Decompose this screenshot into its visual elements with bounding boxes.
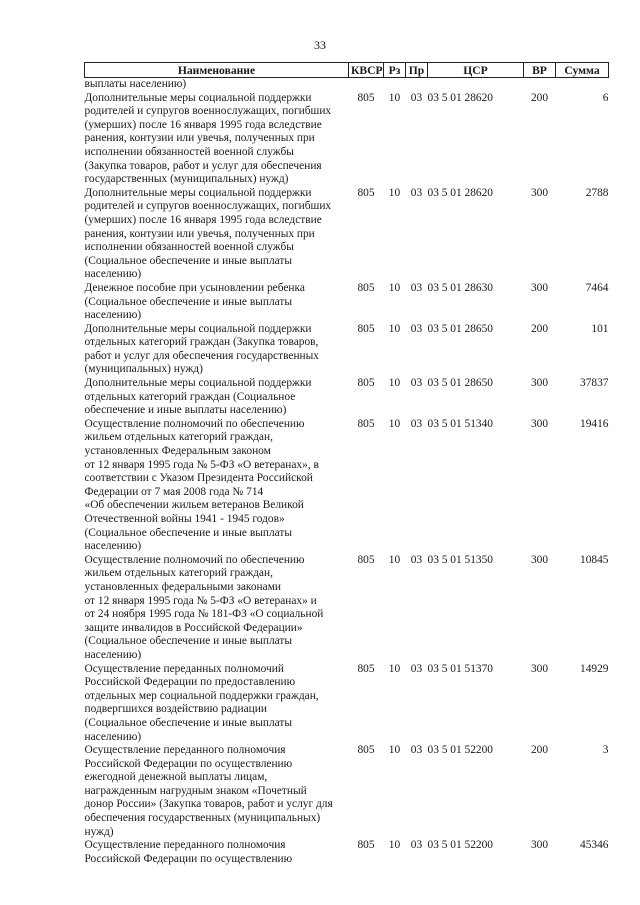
row-name-line: «Об обеспечении жильем ветеранов Великой xyxy=(84,499,304,512)
header-pr: Пр xyxy=(406,63,428,78)
row-name-cell xyxy=(85,282,349,323)
row-kvsr-cell xyxy=(349,78,384,92)
row-name-line: Денежное пособие при усыновлении ребенка xyxy=(84,281,305,294)
row-name-line: (Закупка товаров, работ и услуг для обеспечения xyxy=(84,159,322,172)
row-name-line: Федерации от 7 мая 2008 года № 714 xyxy=(84,485,264,498)
row-rz-cell xyxy=(384,78,406,92)
row-name-line: награжденным нагрудным знаком «Почетный xyxy=(84,784,307,797)
row-name-line: жильем отдельных категорий граждан, xyxy=(84,431,273,444)
row-name-line: Дополнительные меры социальной поддержки xyxy=(84,91,312,104)
row-pr-cell: 03 xyxy=(410,553,423,566)
row-vr-cell: 200 xyxy=(530,322,549,335)
row-name-line: Осуществление переданного полномочия xyxy=(84,744,286,757)
row-rz-cell: 10 xyxy=(388,417,401,430)
row-rz-cell: 10 xyxy=(388,322,401,335)
row-name-line: (Социальное обеспечение и иные выплаты xyxy=(84,635,293,648)
row-vr-cell: 300 xyxy=(530,377,549,390)
row-name-line: Дополнительные меры социальной поддержки xyxy=(84,322,312,335)
row-kvsr-cell: 805 xyxy=(357,377,375,390)
row-rz-cell: 10 xyxy=(388,662,401,675)
table-row xyxy=(85,554,609,663)
row-pr-cell: 03 xyxy=(410,281,423,294)
row-rz-cell: 10 xyxy=(388,744,401,757)
row-kvsr-cell: 805 xyxy=(357,186,375,199)
row-rz-cell: 10 xyxy=(388,839,401,852)
table-row xyxy=(85,92,609,187)
table-row xyxy=(85,663,609,745)
row-kvsr-cell: 805 xyxy=(357,322,375,335)
row-name-cell xyxy=(85,663,349,745)
row-csr-cell: 03 5 01 28650 xyxy=(427,322,493,335)
row-name-line: Осуществление переданного полномочия xyxy=(84,839,286,852)
row-pr-cell xyxy=(406,78,428,92)
row-name-cell xyxy=(85,554,349,663)
row-name-line: (Социальное обеспечение и иные выплаты xyxy=(84,295,293,308)
row-name-line: отдельных категорий граждан (Социальное xyxy=(84,390,296,403)
row-csr-cell: 03 5 01 51340 xyxy=(427,417,493,430)
row-name-line: обеспечения государственных (муниципальных) xyxy=(84,812,321,825)
row-name-line: донор России» (Закупка товаров, работ и услуг для xyxy=(84,798,333,811)
row-name-line: Осуществление полномочий по обеспечению xyxy=(84,553,305,566)
row-name-line: выплаты населению) xyxy=(84,78,187,90)
row-sum-cell xyxy=(556,78,609,92)
row-name-line: жильем отдельных категорий граждан, xyxy=(84,567,273,580)
row-csr-cell: 03 5 01 51370 xyxy=(427,662,493,675)
row-kvsr-cell: 805 xyxy=(357,744,375,757)
row-name-line: работ и услуг для обеспечения государственных xyxy=(84,349,319,362)
table-body xyxy=(85,78,609,867)
row-csr-cell xyxy=(428,78,524,92)
row-kvsr-cell: 805 xyxy=(357,839,375,852)
row-name-line: исполнении обязанностей военной службы xyxy=(84,241,294,254)
table-row xyxy=(85,839,609,866)
row-name-cell xyxy=(85,839,349,866)
table-row xyxy=(85,418,609,554)
row-name-line: Российской Федерации по осуществлению xyxy=(84,852,293,865)
table-row xyxy=(85,377,609,418)
header-kvsr: КВСР xyxy=(349,63,384,78)
row-sum-cell: 6 xyxy=(602,91,609,104)
row-vr-cell: 300 xyxy=(530,839,549,852)
table-row xyxy=(85,323,609,377)
row-csr-cell: 03 5 01 28620 xyxy=(427,91,493,104)
row-name-line: защите инвалидов в Российской Федерации» xyxy=(84,621,303,634)
row-name-cell xyxy=(85,187,349,282)
row-vr-cell: 300 xyxy=(530,281,549,294)
row-name-cell xyxy=(85,377,349,418)
row-name-line: населению) xyxy=(84,730,142,743)
row-name-line: ежегодной денежной выплаты лицам, xyxy=(84,771,268,784)
row-pr-cell: 03 xyxy=(410,322,423,335)
row-name-line: исполнении обязанностей военной службы xyxy=(84,145,294,158)
row-name-line: от 12 января 1995 года № 5-ФЗ «О ветеранах» и xyxy=(84,594,317,607)
row-vr-cell: 200 xyxy=(530,91,549,104)
row-name-line: обеспечение и иные выплаты населению) xyxy=(84,404,287,417)
header-name: Наименование xyxy=(85,63,349,78)
row-sum-cell: 3 xyxy=(602,744,609,757)
header-csr: ЦСР xyxy=(428,63,524,78)
row-name-line: соответствии с Указом Президента Российской xyxy=(84,472,313,485)
row-rz-cell: 10 xyxy=(388,91,401,104)
row-rz-cell: 10 xyxy=(388,186,401,199)
row-sum-cell: 101 xyxy=(591,322,609,335)
row-pr-cell: 03 xyxy=(410,839,423,852)
row-name-line: Дополнительные меры социальной поддержки xyxy=(84,186,312,199)
row-name-line: отдельных мер социальной поддержки граждан, xyxy=(84,689,319,702)
row-name-line: (Социальное обеспечение и иные выплаты xyxy=(84,716,293,729)
row-vr-cell: 300 xyxy=(530,553,549,566)
table-row xyxy=(85,78,609,92)
table-row xyxy=(85,187,609,282)
row-vr-cell: 200 xyxy=(530,744,549,757)
row-csr-cell: 03 5 01 52200 xyxy=(427,839,493,852)
row-name-line: отдельных категорий граждан (Закупка товаров, xyxy=(84,336,319,349)
row-pr-cell: 03 xyxy=(410,186,423,199)
table-row xyxy=(85,744,609,839)
row-name-line: подвергшихся воздействию радиации xyxy=(84,703,267,716)
row-kvsr-cell: 805 xyxy=(357,553,375,566)
row-name-line: (Социальное обеспечение и иные выплаты xyxy=(84,526,293,539)
row-name-line: (Социальное обеспечение и иные выплаты xyxy=(84,254,293,267)
row-csr-cell: 03 5 01 28630 xyxy=(427,281,493,294)
row-pr-cell: 03 xyxy=(410,91,423,104)
row-name-line: Осуществление переданных полномочий xyxy=(84,662,284,675)
row-rz-cell: 10 xyxy=(388,281,401,294)
row-kvsr-cell: 805 xyxy=(357,662,375,675)
row-vr-cell xyxy=(524,78,556,92)
row-vr-cell: 300 xyxy=(530,662,549,675)
budget-table xyxy=(84,62,609,866)
row-name-line: Отечественной войны 1941 - 1945 годов» xyxy=(84,513,285,525)
row-kvsr-cell: 805 xyxy=(357,417,375,430)
row-csr-cell: 03 5 01 52200 xyxy=(427,744,493,757)
row-pr-cell: 03 xyxy=(410,744,423,757)
table-header-row xyxy=(85,63,609,78)
row-sum-cell: 10845 xyxy=(580,553,609,566)
row-name-line: родителей и супругов военнослужащих, погибших xyxy=(84,200,332,213)
row-name-line: населению) xyxy=(84,268,142,281)
row-sum-cell: 37837 xyxy=(580,377,609,390)
row-kvsr-cell: 805 xyxy=(357,281,375,294)
row-name-cell xyxy=(85,744,349,839)
row-name-line: Дополнительные меры социальной поддержки xyxy=(84,377,312,390)
row-name-cell xyxy=(85,78,349,92)
row-pr-cell: 03 xyxy=(410,662,423,675)
row-name-line: от 24 ноября 1995 года № 181-ФЗ «О социальной xyxy=(84,608,324,621)
row-name-line: установленных федеральными законами xyxy=(84,580,281,593)
row-name-line: установленных Федеральным законом xyxy=(84,445,271,458)
row-csr-cell: 03 5 01 28650 xyxy=(427,377,493,390)
row-name-cell xyxy=(85,418,349,554)
row-csr-cell: 03 5 01 28620 xyxy=(427,186,493,199)
row-vr-cell: 300 xyxy=(530,417,549,430)
row-name-line: Осуществление полномочий по обеспечению xyxy=(84,417,305,430)
row-name-line: ранения, контузии или увечья, полученных при xyxy=(84,132,315,145)
row-name-line: населению) xyxy=(84,309,142,322)
row-name-line: государственных (муниципальных) нужд) xyxy=(84,173,289,186)
row-name-line: нужд) xyxy=(84,825,114,838)
row-name-line: ранения, контузии или увечья, полученных при xyxy=(84,227,315,240)
row-name-line: Российской Федерации по осуществлению xyxy=(84,757,293,770)
row-name-line: (муниципальных) нужд) xyxy=(84,363,203,376)
row-pr-cell: 03 xyxy=(410,377,423,390)
header-sum: Сумма xyxy=(556,63,609,78)
row-name-cell xyxy=(85,92,349,187)
row-sum-cell: 14929 xyxy=(580,662,609,675)
row-name-line: Российской Федерации по предоставлению xyxy=(84,676,296,689)
row-sum-cell: 45346 xyxy=(580,839,609,852)
row-vr-cell: 300 xyxy=(530,186,549,199)
page-number: 33 xyxy=(314,38,326,52)
row-rz-cell: 10 xyxy=(388,377,401,390)
header-rz: Рз xyxy=(384,63,406,78)
table-row xyxy=(85,282,609,323)
row-name-line: населению) xyxy=(84,648,142,661)
header-vr: ВР xyxy=(524,63,556,78)
row-sum-cell: 2788 xyxy=(585,186,609,199)
row-rz-cell: 10 xyxy=(388,553,401,566)
row-name-line: от 12 января 1995 года № 5-ФЗ «О ветеранах», в xyxy=(84,458,319,471)
row-kvsr-cell: 805 xyxy=(357,91,375,104)
row-name-line: населению) xyxy=(84,540,142,553)
row-name-line: (умерших) после 16 января 1995 года вследствие xyxy=(84,213,322,226)
row-name-line: родителей и супругов военнослужащих, погибших xyxy=(84,105,332,118)
row-name-cell xyxy=(85,323,349,377)
row-pr-cell: 03 xyxy=(410,417,423,430)
row-sum-cell: 19416 xyxy=(580,417,609,430)
row-csr-cell: 03 5 01 51350 xyxy=(427,553,493,566)
row-sum-cell: 7464 xyxy=(585,281,609,294)
row-name-line: (умерших) после 16 января 1995 года вследствие xyxy=(84,118,322,131)
